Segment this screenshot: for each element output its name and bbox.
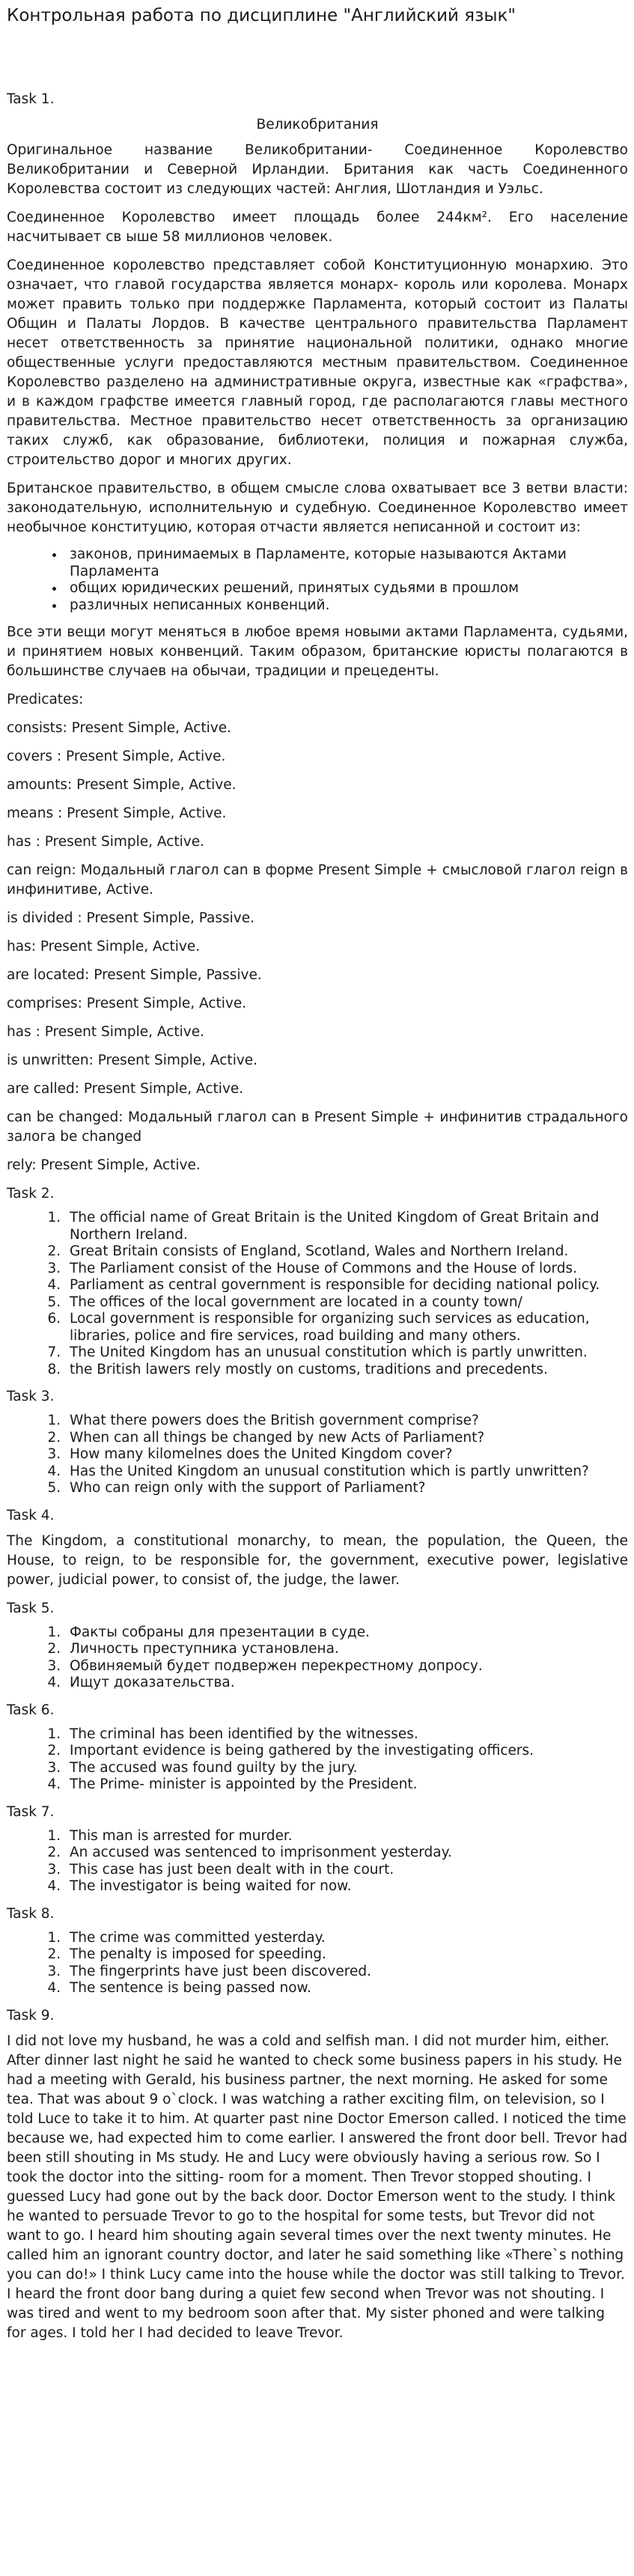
task1-paragraph: Оригинальное название Великобритании- Соединенное Королевство Великобритании и Северной Ирландии. Британия как часть Соединенного Королевства состоит из следующих частей: Англия, Шотландия и Уэльс. [7,142,628,197]
task1-closing: Все эти вещи могут меняться в любое время новыми актами Парламента, судьями, и принятием новых конвенций. Таким образом, британские юристы полагаются в большинстве случаев на обычаи, традиции и прецеденты. [7,624,628,679]
list-item: 3. How many kilomelnes does the United Kingdom cover? [65,1446,628,1464]
list-item: 1. The crime was committed yesterday. [65,1930,628,1947]
task1-label: Task 1. [7,91,55,107]
predicates-list [7,719,628,1175]
task6-list [7,1726,628,1794]
task5-list [7,1625,628,1692]
task9-text: I did not love my husband, he was a cold and selfish man. I did not murder him, either. After dinner last night he said he wanted to check some business papers in his study. He had a meeting with Gerald, his business partner, the next morning. He asked for some tea. That was about 9 o`clock. I was watching a rather exciting film, on television, so I told Luce to take it to him. At quarter past nine Doctor Emerson called. I noticed the time because we, had expected him to come earlier. I answered the front door bell. Trevor had been still shouting in Ms study. He and Lucy were obviously having a serious row. So I took the doctor into the sitting- room for a moment. Then Trevor stopped shouting. I guessed Lucy had gone out by the back door. Doctor Emerson went to the study. I think he wanted to persuade Trevor to go to the hospital for some tests, but Trevor did not want to go. I heard him shouting again several times over the next twenty minutes. He called him an ignorant country doctor, and later he said something like «There`s nothing you can do!» I think Lucy came into the house while the doctor was still talking to Trevor. I heard the front door bang during a quiet few second when Trevor was not shouting. I was tired and went to my bedroom soon after that. My sister phoned and were talking for ages. I told her I had decided to leave Trevor. [7,2033,628,2341]
task7-list [7,1828,628,1896]
list-item: 2. Important evidence is being gathered by the investigating officers. [65,1743,628,1760]
task4-text: The Kingdom, a constitutional monarchy, to mean, the population, the Queen, the House, to reign, to be responsible for, the government, executive power, legislative power, judicial power, to consist of, the judge, the lawer. [7,1532,628,1588]
list-item: 4. Ищут доказательства. [65,1675,628,1692]
list-item: 4. Parliament as central government is responsible for deciding national policy. [65,1277,628,1294]
predicate-item: has: Present Simple, Active. [7,939,201,954]
task1-paragraph: Соединенное королевство представляет собой Конституционную монархию. Это означает, что главой государства является монарх- король или королева. Монарх может править только при поддержке Парламента, который состоит из Палаты Общин и Палаты Лордов. В качестве центрального правительства Парламент несет ответственность за принятие национальной политики, однако многие общественные услуги предоставляются местным правительством. Соединенное Королевство разделено на административные округа, известные как «графства», и в каждом графстве имеется главный город, где располагаются главы местного правительства. Местное правительство несет ответственность за организацию таких служб, как образование, библиотеки, полиция и пожарная служба, строительство дорог и многих других. [7,258,628,468]
task5-label: Task 5. [7,1600,55,1616]
list-item: 4. Has the United Kingdom an unusual constitution which is partly unwritten? [65,1464,628,1481]
task4-label: Task 4. [7,1507,55,1523]
list-item: 4. The investigator is being waited for now. [65,1878,628,1896]
list-item: • различных неписанных конвенций. [65,597,628,615]
task9-label: Task 9. [7,2007,55,2024]
predicate-item: comprises: Present Simple, Active. [7,996,247,1011]
list-item: 6. Local government is responsible for organizing such services as education, libraries, police and fire services, road building and many others. [65,1311,628,1345]
list-item: • законов, принимаемых в Парламенте, которые называются Актами Парламента [65,546,628,580]
predicate-item: consists: Present Simple, Active. [7,720,231,736]
list-item: • общих юридических решений, принятых судьями в прошлом [65,580,628,597]
task3-list [7,1413,628,1497]
list-item: 3. The Parliament consist of the House of Commons and the House of lords. [65,1261,628,1278]
task6-label: Task 6. [7,1702,55,1718]
task8-list [7,1930,628,1997]
task2-list [7,1210,628,1378]
task7-label: Task 7. [7,1803,55,1820]
list-item: 7. The United Kingdom has an unusual constitution which is partly unwritten. [65,1345,628,1362]
predicate-item: has : Present Simple, Active. [7,834,205,850]
list-item: 4. The sentence is being passed now. [65,1980,628,1997]
list-item: 1. Факты собраны для презентации в суде. [65,1625,628,1642]
task1-bullet-list [7,546,628,614]
list-item: 2. Личность преступника установлена. [65,1641,628,1658]
list-item: 3. The accused was found guilty by the jury. [65,1760,628,1777]
predicate-item: can be changed: Модальный глагол can в Present Simple + инфинитив страдального залога be changed [7,1109,628,1145]
predicate-item: are located: Present Simple, Passive. [7,967,262,983]
task1-paragraph: Британское правительство, в общем смысле слова охватывает все 3 ветви власти: законодательную, исполнительную и судебную. Соединенное Королевство имеет необычное конституцию, которая отчасти является неписанной и состоит из: [7,481,628,535]
list-item: 4. The Prime- minister is appointed by the President. [65,1776,628,1794]
list-item: 2. When can all things be changed by new Acts of Parliament? [65,1430,628,1447]
predicate-item: can reign: Модальный глагол can в форме Present Simple + смысловой глагол reign в инфинитиве, Active. [7,862,628,898]
predicates-label: Predicates: [7,692,84,707]
predicate-item: covers : Present Simple, Active. [7,749,226,764]
list-item: 1. This man is arrested for murder. [65,1828,628,1845]
list-item: 2. An accused was sentenced to imprisonment yesterday. [65,1845,628,1862]
list-item: 1. The official name of Great Britain is the United Kingdom of Great Britain and Northern Ireland. [65,1210,628,1243]
list-item: 3. Обвиняемый будет подвержен перекрестному допросу. [65,1658,628,1675]
predicate-item: amounts: Present Simple, Active. [7,777,237,793]
list-item: 5. Who can reign only with the support of Parliament? [65,1480,628,1497]
task2-label: Task 2. [7,1186,55,1202]
predicate-item: is divided : Present Simple, Passive. [7,910,255,926]
list-item: 8. the British lawers rely mostly on customs, traditions and precedents. [65,1362,628,1379]
task1-paragraph: Соединенное Королевство имеет площадь более 244км². Его население насчитывает св ыше 58 миллионов человек. [7,210,628,245]
predicate-item: has : Present Simple, Active. [7,1024,205,1040]
document-title: Контрольная работа по дисциплине "Английский язык" [7,6,516,25]
list-item: 2. The penalty is imposed for speeding. [65,1946,628,1964]
task3-label: Task 3. [7,1389,55,1404]
list-item: 3. This case has just been dealt with in the court. [65,1862,628,1879]
list-item: 3. The fingerprints have just been discovered. [65,1964,628,1981]
task8-label: Task 8. [7,1905,55,1922]
list-item: 5. The offices of the local government are located in a county town/ [65,1294,628,1312]
list-item: 2. Great Britain consists of England, Scotland, Wales and Northern Ireland. [65,1243,628,1261]
task1-heading: Великобритания [256,117,379,133]
predicate-item: is unwritten: Present Simple, Active. [7,1053,258,1068]
predicate-item: rely: Present Simple, Active. [7,1157,201,1173]
predicate-item: means : Present Simple, Active. [7,806,227,821]
list-item: 1. The criminal has been identified by the witnesses. [65,1726,628,1744]
list-item: 1. What there powers does the British government comprise? [65,1413,628,1430]
predicate-item: are called: Present Simple, Active. [7,1081,244,1097]
